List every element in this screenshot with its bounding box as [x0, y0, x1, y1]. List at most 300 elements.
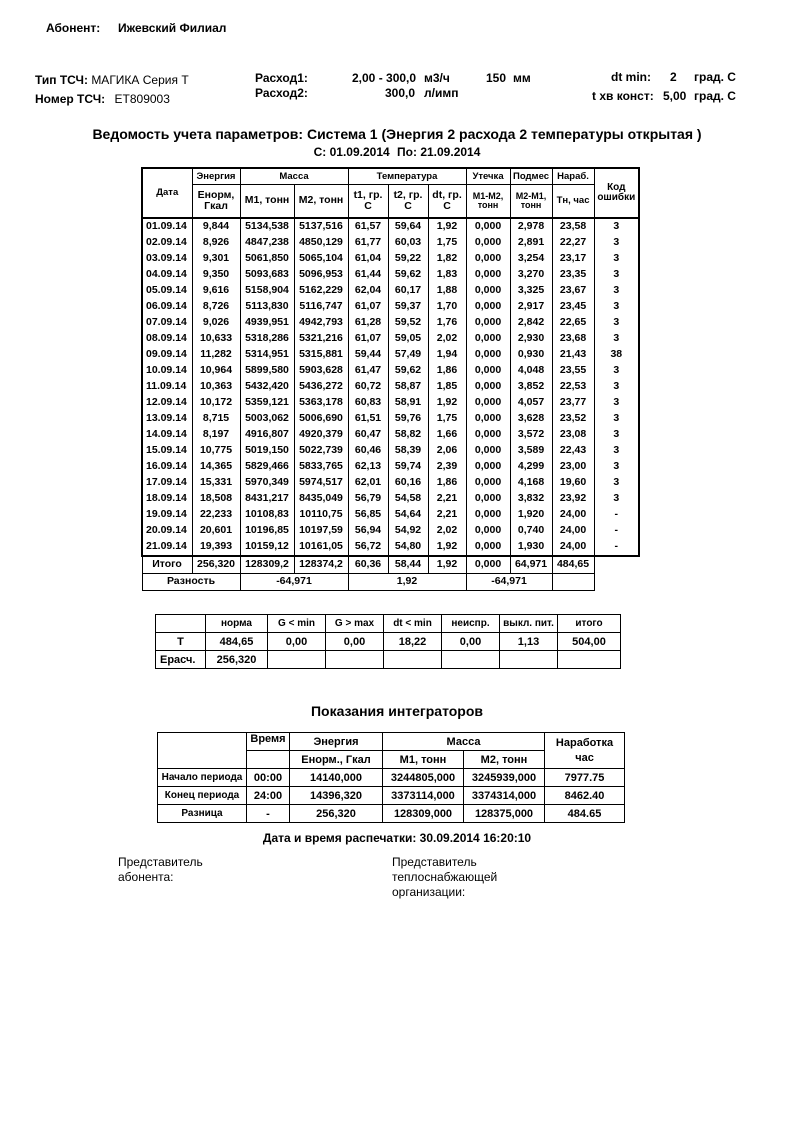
- row-cell: 1,88: [428, 283, 466, 299]
- row-cell: 62,13: [348, 459, 388, 475]
- print-datetime: Дата и время распечатки: 30.09.2014 16:20:10: [262, 831, 532, 845]
- row-cell: 3: [594, 443, 639, 459]
- row-cell: 23,45: [552, 299, 594, 315]
- integ-header-runtime: Наработка час: [545, 733, 625, 769]
- row-cell: 1,94: [428, 347, 466, 363]
- row-cell: -: [594, 539, 639, 556]
- row-cell: 0,000: [466, 459, 510, 475]
- row-cell: 54,80: [388, 539, 428, 556]
- total-cell: 256,320: [192, 556, 240, 574]
- summary-corner: [156, 615, 206, 633]
- row-cell: 1,70: [428, 299, 466, 315]
- row-cell: 3: [594, 235, 639, 251]
- row-cell: 22,233: [192, 507, 240, 523]
- row-cell: 5436,272: [294, 379, 348, 395]
- row-date: 06.09.14: [142, 299, 192, 315]
- total-cell: 64,971: [510, 556, 552, 574]
- integ-header-energy-sub: Енорм., Гкал: [290, 751, 383, 769]
- row-cell: 0,000: [466, 363, 510, 379]
- txv-label: t хв конст:: [592, 89, 654, 103]
- group-leak: Утечка: [466, 168, 510, 185]
- diff-empty: [552, 574, 594, 591]
- row-cell: 3: [594, 251, 639, 267]
- integ-cell: 00:00: [247, 769, 290, 787]
- row-cell: 20,601: [192, 523, 240, 539]
- row-cell: 11,282: [192, 347, 240, 363]
- row-cell: 9,844: [192, 218, 240, 235]
- row-cell: 61,44: [348, 267, 388, 283]
- row-date: 15.09.14: [142, 443, 192, 459]
- row-cell: 0,000: [466, 315, 510, 331]
- row-cell: 59,44: [348, 347, 388, 363]
- row-date: 10.09.14: [142, 363, 192, 379]
- header-leak: М1-М2, тонн: [466, 185, 510, 219]
- row-cell: 5093,683: [240, 267, 294, 283]
- table-row: [142, 267, 639, 283]
- summary-table: [155, 614, 621, 669]
- row-cell: 5003,062: [240, 411, 294, 427]
- integ-cell: 8462.40: [545, 787, 625, 805]
- row-cell: 9,301: [192, 251, 240, 267]
- row-cell: 61,51: [348, 411, 388, 427]
- row-cell: 3: [594, 379, 639, 395]
- row-cell: 0,000: [466, 411, 510, 427]
- row-cell: 10,775: [192, 443, 240, 459]
- row-cell: 1,75: [428, 411, 466, 427]
- row-date: 04.09.14: [142, 267, 192, 283]
- integ-row-label: Начало периода: [158, 769, 247, 787]
- row-cell: 0,000: [466, 267, 510, 283]
- tsch-number-label: Номер ТСЧ:: [35, 92, 106, 106]
- row-cell: 1,75: [428, 235, 466, 251]
- table-row: [142, 507, 639, 523]
- summary-header: норма: [206, 615, 268, 633]
- row-cell: 1,86: [428, 363, 466, 379]
- integ-header-m1: М1, тонн: [383, 751, 464, 769]
- row-date: 13.09.14: [142, 411, 192, 427]
- signature-line: организации:: [392, 885, 466, 899]
- row-cell: 59,64: [388, 218, 428, 235]
- summary-row-label: T: [156, 633, 206, 651]
- row-cell: 1,920: [510, 507, 552, 523]
- group-runtime: Нараб.: [552, 168, 594, 185]
- row-cell: 3,572: [510, 427, 552, 443]
- diff-temp: 1,92: [348, 574, 466, 591]
- subscriber-label: Абонент:: [46, 21, 101, 35]
- summary-cell: [384, 651, 442, 669]
- row-cell: 60,16: [388, 475, 428, 491]
- row-cell: 3: [594, 395, 639, 411]
- row-cell: 3: [594, 331, 639, 347]
- row-cell: 23,92: [552, 491, 594, 507]
- row-cell: 57,49: [388, 347, 428, 363]
- row-cell: 3,832: [510, 491, 552, 507]
- row-cell: 0,000: [466, 507, 510, 523]
- flow2-label: Расход2:: [255, 86, 308, 100]
- row-cell: 23,58: [552, 218, 594, 235]
- row-cell: 61,07: [348, 331, 388, 347]
- row-cell: 4942,793: [294, 315, 348, 331]
- row-cell: 2,891: [510, 235, 552, 251]
- row-date: 16.09.14: [142, 459, 192, 475]
- row-date: 09.09.14: [142, 347, 192, 363]
- integ-cell: 3373114,000: [383, 787, 464, 805]
- tsch-number-value: ET809003: [114, 92, 170, 106]
- summary-cell: [268, 651, 326, 669]
- table-row: [142, 443, 639, 459]
- flow1-diameter: 150: [486, 71, 507, 85]
- flow2-unit: л/имп: [424, 86, 459, 100]
- row-cell: 56,85: [348, 507, 388, 523]
- header-m2: М2, тонн: [294, 185, 348, 219]
- row-date: 11.09.14: [142, 379, 192, 395]
- row-cell: 60,17: [388, 283, 428, 299]
- row-cell: 59,74: [388, 459, 428, 475]
- row-cell: 5903,628: [294, 363, 348, 379]
- row-cell: 23,35: [552, 267, 594, 283]
- summary-header: выкл. пит.: [500, 615, 558, 633]
- integ-cell: 484.65: [545, 805, 625, 823]
- row-cell: 4,048: [510, 363, 552, 379]
- table-row: [142, 218, 639, 235]
- row-cell: 2,06: [428, 443, 466, 459]
- row-date: 17.09.14: [142, 475, 192, 491]
- row-cell: 5318,286: [240, 331, 294, 347]
- row-cell: 58,39: [388, 443, 428, 459]
- summary-cell: 504,00: [558, 633, 621, 651]
- summary-header: dt < min: [384, 615, 442, 633]
- total-cell: 0,000: [466, 556, 510, 574]
- integ-header-m2: М2, тонн: [464, 751, 545, 769]
- row-cell: 58,82: [388, 427, 428, 443]
- header-error-code: Код ошибки: [594, 168, 639, 218]
- row-cell: 3: [594, 411, 639, 427]
- total-empty: [594, 556, 639, 574]
- row-cell: 0,000: [466, 379, 510, 395]
- row-cell: 1,66: [428, 427, 466, 443]
- row-cell: 23,77: [552, 395, 594, 411]
- row-cell: 3: [594, 459, 639, 475]
- header-m1: М1, тонн: [240, 185, 294, 219]
- row-cell: 5974,517: [294, 475, 348, 491]
- report-title: Ведомость учета параметров: Система 1 (Энергия 2 расхода 2 температуры открытая ): [92, 126, 702, 142]
- row-cell: 22,27: [552, 235, 594, 251]
- row-cell: 10110,75: [294, 507, 348, 523]
- row-cell: 59,76: [388, 411, 428, 427]
- row-cell: 24,00: [552, 507, 594, 523]
- row-cell: 1,83: [428, 267, 466, 283]
- total-cell: 58,44: [388, 556, 428, 574]
- row-cell: 21,43: [552, 347, 594, 363]
- row-cell: 5158,904: [240, 283, 294, 299]
- row-cell: 1,92: [428, 218, 466, 235]
- row-cell: 0,000: [466, 475, 510, 491]
- row-cell: 23,08: [552, 427, 594, 443]
- row-cell: 5065,104: [294, 251, 348, 267]
- row-cell: 5359,121: [240, 395, 294, 411]
- row-cell: 10,363: [192, 379, 240, 395]
- dtmin-label: dt min:: [611, 70, 651, 84]
- total-cell: 484,65: [552, 556, 594, 574]
- summary-cell: [442, 651, 500, 669]
- row-cell: 4,168: [510, 475, 552, 491]
- period-from-label: С:: [313, 145, 327, 159]
- group-energy: Энергия: [192, 168, 240, 185]
- group-makeup: Подмес: [510, 168, 552, 185]
- table-row: [142, 315, 639, 331]
- signature-line: абонента:: [118, 870, 174, 884]
- row-date: 07.09.14: [142, 315, 192, 331]
- row-cell: 54,64: [388, 507, 428, 523]
- row-cell: 2,39: [428, 459, 466, 475]
- row-cell: 1,930: [510, 539, 552, 556]
- row-cell: 1,85: [428, 379, 466, 395]
- integ-cell: 128309,000: [383, 805, 464, 823]
- summary-cell: [326, 651, 384, 669]
- period-from-value: 01.09.2014: [329, 145, 390, 159]
- row-cell: 5363,178: [294, 395, 348, 411]
- row-cell: 18,508: [192, 491, 240, 507]
- summary-cell: 0,00: [442, 633, 500, 651]
- row-cell: 4,057: [510, 395, 552, 411]
- row-cell: 59,37: [388, 299, 428, 315]
- row-cell: 4,299: [510, 459, 552, 475]
- tsch-type-value: МАГИКА Серия Т: [91, 73, 189, 87]
- daily-table: [141, 167, 640, 591]
- supplier-signature: [392, 855, 497, 900]
- total-cell: 128374,2: [294, 556, 348, 574]
- row-cell: 23,00: [552, 459, 594, 475]
- row-cell: 3,270: [510, 267, 552, 283]
- integ-header-time: Время: [247, 733, 290, 751]
- row-cell: 59,62: [388, 363, 428, 379]
- row-cell: 5432,420: [240, 379, 294, 395]
- table-row: [142, 299, 639, 315]
- row-cell: 2,02: [428, 331, 466, 347]
- txv-value: 5,00: [663, 89, 687, 103]
- row-cell: 0,930: [510, 347, 552, 363]
- row-cell: 5321,216: [294, 331, 348, 347]
- row-cell: 0,000: [466, 218, 510, 235]
- row-cell: 0,000: [466, 235, 510, 251]
- group-temperature: Температура: [348, 168, 466, 185]
- row-cell: 60,72: [348, 379, 388, 395]
- row-cell: 61,57: [348, 218, 388, 235]
- integ-cell: 14396,320: [290, 787, 383, 805]
- integ-cell: 3374314,000: [464, 787, 545, 805]
- row-cell: 4916,807: [240, 427, 294, 443]
- table-row: [142, 251, 639, 267]
- row-cell: 2,21: [428, 491, 466, 507]
- row-cell: 61,04: [348, 251, 388, 267]
- integ-header-energy: Энергия: [290, 733, 383, 751]
- integ-cell: 7977.75: [545, 769, 625, 787]
- row-cell: 23,68: [552, 331, 594, 347]
- row-cell: 0,000: [466, 491, 510, 507]
- table-row: [142, 459, 639, 475]
- total-cell: 60,36: [348, 556, 388, 574]
- row-cell: 62,01: [348, 475, 388, 491]
- integ-cell: 256,320: [290, 805, 383, 823]
- row-cell: 4847,238: [240, 235, 294, 251]
- table-row: [142, 347, 639, 363]
- row-cell: 15,331: [192, 475, 240, 491]
- row-cell: 3,589: [510, 443, 552, 459]
- header-t1: t1, гр. С: [348, 185, 388, 219]
- row-cell: 4920,379: [294, 427, 348, 443]
- row-cell: 5314,951: [240, 347, 294, 363]
- tsch-type-label: Тип ТСЧ:: [35, 73, 88, 87]
- row-cell: 14,365: [192, 459, 240, 475]
- row-cell: 5829,466: [240, 459, 294, 475]
- integrators-table: [157, 732, 625, 823]
- group-mass: Масса: [240, 168, 348, 185]
- summary-cell: 256,320: [206, 651, 268, 669]
- integ-cell: 128375,000: [464, 805, 545, 823]
- row-cell: 56,94: [348, 523, 388, 539]
- row-cell: 3,325: [510, 283, 552, 299]
- row-cell: -: [594, 523, 639, 539]
- summary-header: G > max: [326, 615, 384, 633]
- row-cell: 5134,538: [240, 218, 294, 235]
- summary-cell: 0,00: [326, 633, 384, 651]
- table-row: [142, 379, 639, 395]
- signature-line: теплоснабжающей: [392, 870, 498, 884]
- row-cell: 60,03: [388, 235, 428, 251]
- row-cell: 5833,765: [294, 459, 348, 475]
- header-dt: dt, гр. С: [428, 185, 466, 219]
- row-cell: 54,58: [388, 491, 428, 507]
- row-cell: 59,05: [388, 331, 428, 347]
- row-cell: 8,726: [192, 299, 240, 315]
- row-cell: 8435,049: [294, 491, 348, 507]
- row-date: 02.09.14: [142, 235, 192, 251]
- integ-cell: 14140,000: [290, 769, 383, 787]
- row-cell: 10,172: [192, 395, 240, 411]
- table-row: [142, 475, 639, 491]
- header-t2: t2, гр. С: [388, 185, 428, 219]
- row-cell: 1,82: [428, 251, 466, 267]
- row-cell: 5019,150: [240, 443, 294, 459]
- row-cell: 3: [594, 315, 639, 331]
- row-cell: 5970,349: [240, 475, 294, 491]
- signature-line: Представитель: [392, 855, 477, 869]
- row-cell: 62,04: [348, 283, 388, 299]
- row-cell: 3,852: [510, 379, 552, 395]
- row-cell: 5061,850: [240, 251, 294, 267]
- row-cell: 8431,217: [240, 491, 294, 507]
- row-cell: 0,000: [466, 347, 510, 363]
- summary-cell: 1,13: [500, 633, 558, 651]
- row-cell: 22,43: [552, 443, 594, 459]
- subscriber-signature: [118, 855, 203, 885]
- row-cell: 0,000: [466, 427, 510, 443]
- row-cell: 24,00: [552, 523, 594, 539]
- row-date: 03.09.14: [142, 251, 192, 267]
- row-cell: 58,87: [388, 379, 428, 395]
- summary-header: неиспр.: [442, 615, 500, 633]
- row-cell: 9,616: [192, 283, 240, 299]
- row-cell: -: [594, 507, 639, 523]
- row-cell: 3: [594, 299, 639, 315]
- row-date: 14.09.14: [142, 427, 192, 443]
- row-cell: 3: [594, 363, 639, 379]
- total-label: Итого: [142, 556, 192, 574]
- row-cell: 56,79: [348, 491, 388, 507]
- row-cell: 0,000: [466, 395, 510, 411]
- row-cell: 10,633: [192, 331, 240, 347]
- row-cell: 54,92: [388, 523, 428, 539]
- txv-unit: град. С: [694, 89, 736, 103]
- integ-header-time-blank: [247, 751, 290, 769]
- row-cell: 3,254: [510, 251, 552, 267]
- report-period: [0, 145, 794, 159]
- integ-corner: [158, 733, 247, 769]
- row-cell: 59,62: [388, 267, 428, 283]
- row-cell: 23,52: [552, 411, 594, 427]
- row-cell: 0,740: [510, 523, 552, 539]
- row-cell: 8,197: [192, 427, 240, 443]
- table-row: [142, 363, 639, 379]
- row-cell: 5006,690: [294, 411, 348, 427]
- row-cell: 10108,83: [240, 507, 294, 523]
- row-cell: 58,91: [388, 395, 428, 411]
- summary-cell: 0,00: [268, 633, 326, 651]
- row-cell: 60,83: [348, 395, 388, 411]
- summary-header: G < min: [268, 615, 326, 633]
- summary-cell: 484,65: [206, 633, 268, 651]
- header-runtime: Тн, час: [552, 185, 594, 219]
- signature-line: Представитель: [118, 855, 203, 869]
- row-cell: 0,000: [466, 251, 510, 267]
- period-to-label: По:: [397, 145, 417, 159]
- flow1-range: 2,00 - 300,0: [352, 71, 417, 85]
- row-date: 12.09.14: [142, 395, 192, 411]
- table-row: [142, 491, 639, 507]
- row-cell: 3: [594, 267, 639, 283]
- row-cell: 2,930: [510, 331, 552, 347]
- diff-mass: -64,971: [240, 574, 348, 591]
- table-row: [142, 427, 639, 443]
- row-cell: 5113,830: [240, 299, 294, 315]
- row-cell: 1,86: [428, 475, 466, 491]
- row-date: 05.09.14: [142, 283, 192, 299]
- header-energy: Енорм, Гкал: [192, 185, 240, 219]
- row-cell: 10161,05: [294, 539, 348, 556]
- row-cell: 8,926: [192, 235, 240, 251]
- diff-leak: -64,971: [466, 574, 552, 591]
- row-cell: 5899,580: [240, 363, 294, 379]
- row-cell: 61,47: [348, 363, 388, 379]
- summary-cell: [558, 651, 621, 669]
- dtmin-value: 2: [670, 70, 677, 84]
- row-cell: 8,715: [192, 411, 240, 427]
- row-cell: 5022,739: [294, 443, 348, 459]
- row-cell: 0,000: [466, 523, 510, 539]
- tsch-type: [35, 73, 189, 87]
- row-date: 19.09.14: [142, 507, 192, 523]
- row-cell: 3,628: [510, 411, 552, 427]
- row-cell: 10159,12: [240, 539, 294, 556]
- row-cell: 0,000: [466, 539, 510, 556]
- row-cell: 1,76: [428, 315, 466, 331]
- header-date: Дата: [142, 168, 192, 218]
- row-cell: 1,92: [428, 395, 466, 411]
- flow1-label: Расход1:: [255, 71, 308, 85]
- table-row: [142, 523, 639, 539]
- row-cell: 2,842: [510, 315, 552, 331]
- table-row: [142, 411, 639, 427]
